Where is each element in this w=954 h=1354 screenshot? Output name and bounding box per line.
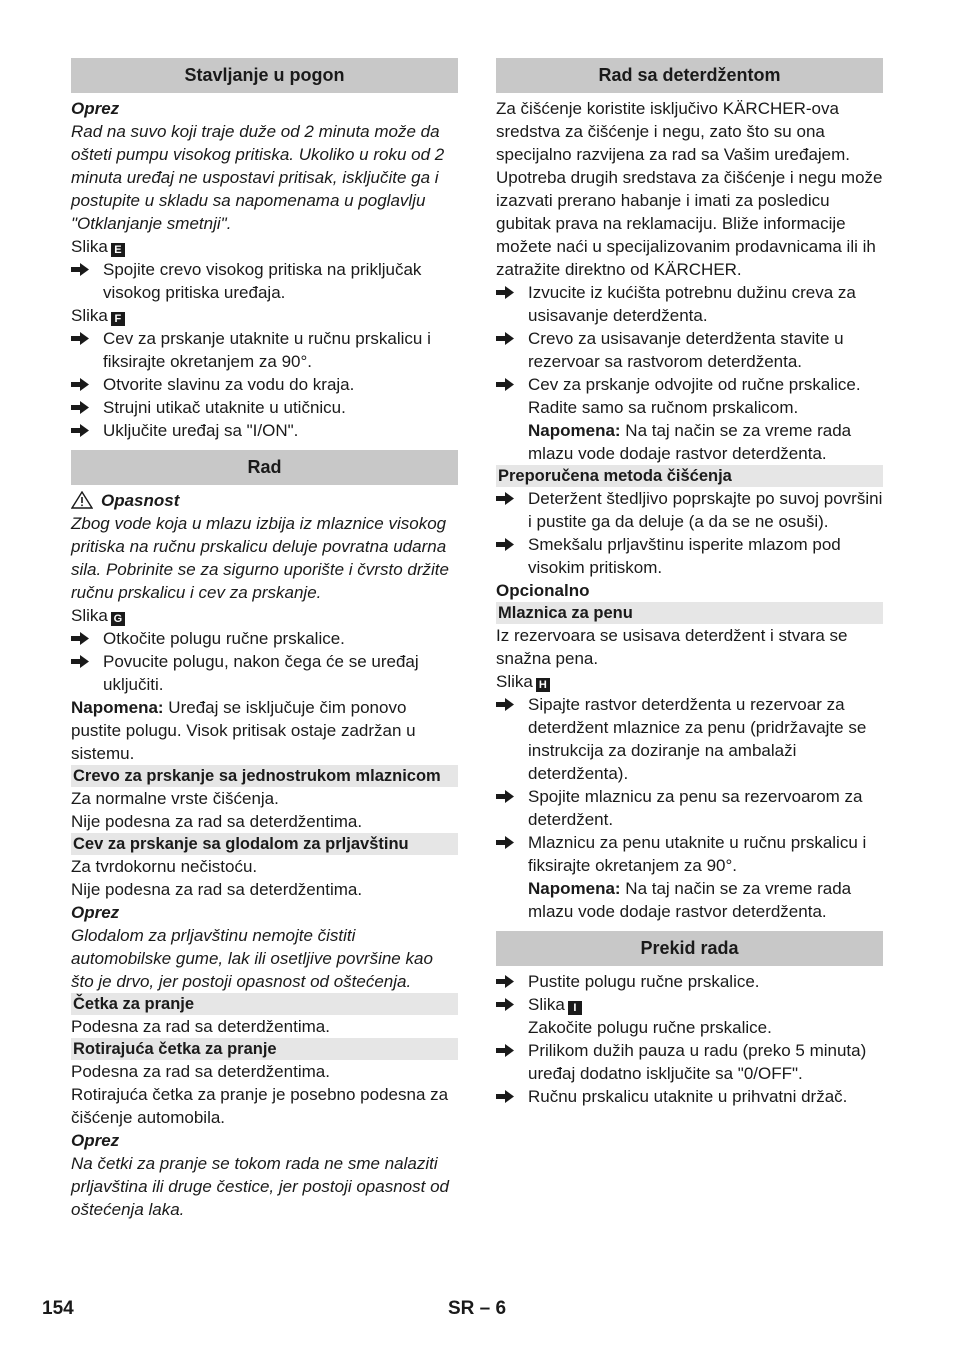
heading-rad: Rad [71,450,458,485]
arrow-right-icon [71,401,89,414]
text-line: Rotirajuća četka za pranje je posebno podesna za čišćenje automobila. [71,1085,449,1127]
danger-text: Zbog vode koja u mlazu izbija iz mlaznice visokog pritiska na ručnu prskalicu deluje povratna udarna sila. Pobrinite se za sigurno uporište i čvrsto držite ručnu prskalicu i cev za prskanje. [71,514,449,602]
section-label: SR – 6 [448,1298,507,1319]
danger-title: Opasnost [71,489,458,512]
subheading-mlaznica-za-penu: Mlaznica za penu [496,602,883,624]
arrow-right-icon [496,286,514,299]
arrow-right-icon [71,263,89,276]
figure-letter-e: E [111,243,125,257]
left-column [71,58,458,1221]
text-paragraph: Iz rezervoara se usisava deterdžent i stvara se snažna pena. [496,626,848,668]
note-paragraph: Napomena: Na taj način se za vreme rada mlazu vode dodaje rastvor deterdženta. [528,421,852,463]
arrow-right-icon [496,975,514,988]
step-item: Mlaznicu za penu utaknite u ručnu prskalicu i fiksirajte okretanjem za 90°. [496,831,883,877]
step-item: Cev za prskanje odvojite od ručne prskalice. Radite samo sa ručnom prskalicom. [496,373,883,419]
caution-title: Oprez [71,903,120,922]
arrow-right-icon [496,1044,514,1057]
step-item: Otkočite polugu ručne prskalice. [71,627,458,650]
arrow-right-icon [496,998,514,1011]
arrow-right-icon [496,1090,514,1103]
text-line: Nije podesna za rad sa deterdžentima. [71,812,363,831]
step-item: Uključite uređaj sa "I/ON". [71,419,458,442]
figure-letter-h: H [536,678,550,692]
step-item: Ručnu prskalicu utaknite u prihvatni držač. [496,1085,883,1108]
figure-ref-g: Slika G [71,604,458,627]
note-paragraph: Napomena: Uređaj se isključuje čim ponovo pustite polugu. Visok pritisak ostaje zadržan u sistemu. [71,698,416,763]
caution-title: Oprez [71,99,120,118]
step-item: Crevo za usisavanje deterdženta stavite u rezervoar sa rastvorom deterdženta. [496,327,883,373]
figure-ref-e: Slika E [71,235,458,258]
intro-paragraph: Za čišćenje koristite isključivo KÄRCHER-ova sredstva za čišćenje i negu, zato što su ona specijalno razvijena za rad sa Vašim uređajem. Upotreba drugih sredstava za čišćenje i negu može izazvati prerano habanje i imati za posledicu gubitak prava na reklamaciju. Bliže informacije možete naći u specijalizovanim prodavnicama ili ih zatražite direktno od KÄRCHER. [496,99,883,279]
figure-letter-g: G [111,612,125,626]
arrow-right-icon [496,378,514,391]
text-line: Nije podesna za rad sa deterdžentima. [71,880,363,899]
step-item: Smekšalu prljavštinu isperite mlazom pod visokim pritiskom. [496,533,883,579]
arrow-right-icon [496,332,514,345]
text-line: Za normalne vrste čišćenja. [71,789,279,808]
heading-rad-sa-deterdzentom: Rad sa deterdžentom [496,58,883,93]
arrow-right-icon [71,378,89,391]
text-line: Podesna za rad sa deterdžentima. [71,1017,330,1036]
figure-letter-i: I [568,1001,582,1015]
step-item: Spojite mlaznicu za penu sa rezervoarom za deterdžent. [496,785,883,831]
arrow-right-icon [496,492,514,505]
figure-ref-f: Slika F [71,304,458,327]
right-column [496,58,883,1108]
step-item: Strujni utikač utaknite u utičnicu. [71,396,458,419]
subheading-jednostruka-mlaznica: Crevo za prskanje sa jednostrukom mlaznicom [71,765,458,787]
caution-text: Na četki za pranje se tokom rada ne sme nalaziti prljavština ili druge čestice, jer postoji opasnost od oštećenja laka. [71,1154,449,1219]
arrow-right-icon [71,655,89,668]
text-line: Podesna za rad sa deterdžentima. [71,1062,330,1081]
step-item: Prilikom dužih pauza u radu (preko 5 minuta) uređaj dodatno isključite sa "0/OFF". [496,1039,883,1085]
caution-text: Rad na suvo koji traje duže od 2 minuta može da ošteti pumpu visokog pritiska. Ukoliko u roku od 2 minuta uređaj ne uspostavi pritisak, isključite ga i postupite u skladu sa napomenama u poglavlju "Otklanjanje smetnji". [71,122,445,233]
arrow-right-icon [71,424,89,437]
heading-stavljanje-u-pogon: Stavljanje u pogon [71,58,458,93]
optional-label: Opcionalno [496,581,590,600]
subheading-metoda: Preporučena metoda čišćenja [496,465,883,487]
figure-letter-f: F [111,312,125,326]
step-item: Sipajte rastvor deterdženta u rezervoar za deterdžent mlaznice za penu (pridržavajte se instrukcija za doziranje na ambalaži deterdženta). [496,693,883,785]
step-item: Povucite polugu, nakon čega će se uređaj uključiti. [71,650,458,696]
caution-text: Glodalom za prljavštinu nemojte čistiti automobilske gume, lak ili osetljive površine kao što je drvo, jer postoji opasnost od oštećenja. [71,926,433,991]
arrow-right-icon [71,632,89,645]
caution-title: Oprez [71,1131,120,1150]
step-item: Slika I Zakočite polugu ručne prskalice. [496,993,883,1039]
arrow-right-icon [496,538,514,551]
step-item: Otvorite slavinu za vodu do kraja. [71,373,458,396]
subheading-glodalo: Cev za prskanje sa glodalom za prljavštinu [71,833,458,855]
step-item: Izvucite iz kućišta potrebnu dužinu creva za usisavanje deterdženta. [496,281,883,327]
page-number: 154 [42,1298,74,1319]
note-paragraph: Napomena: Na taj način se za vreme rada mlazu vode dodaje rastvor deterdženta. [528,879,852,921]
warning-triangle-icon [71,491,93,509]
arrow-right-icon [496,836,514,849]
arrow-right-icon [496,790,514,803]
subheading-cetka: Četka za pranje [71,993,458,1015]
step-item: Spojite crevo visokog pritiska na priključak visokog pritiska uređaja. [71,258,458,304]
step-item: Cev za prskanje utaknite u ručnu prskalicu i fiksirajte okretanjem za 90°. [71,327,458,373]
arrow-right-icon [71,332,89,345]
arrow-right-icon [496,698,514,711]
heading-prekid-rada: Prekid rada [496,931,883,966]
figure-ref-h: Slika H [496,670,883,693]
step-item: Deteržent štedljivo poprskajte po suvoj površini i pustite ga da deluje (a da se ne osuši). [496,487,883,533]
text-line: Za tvrdokornu nečistoću. [71,857,258,876]
subheading-rotirajuca-cetka: Rotirajuća četka za pranje [71,1038,458,1060]
step-item: Pustite polugu ručne prskalice. [496,970,883,993]
